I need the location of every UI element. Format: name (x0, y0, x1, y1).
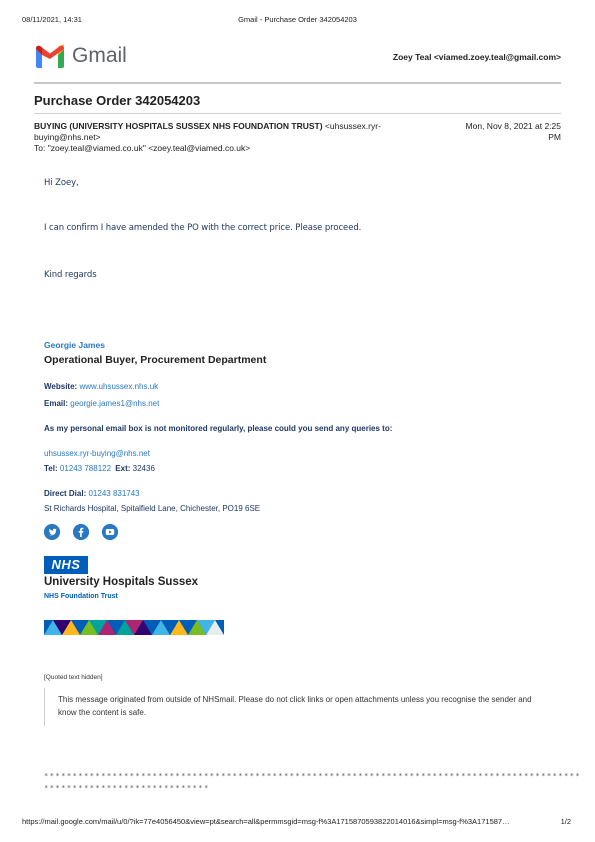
twitter-icon[interactable] (44, 524, 60, 540)
trust-name: NHS Foundation Trust (44, 593, 118, 600)
email-date-line1: Mon, Nov 8, 2021 at 2:25 (465, 121, 561, 131)
signature-address: St Richards Hospital, Spitalfield Lane, Chichester, PO19 6SE (44, 504, 261, 513)
print-page-number: 1/2 (560, 817, 571, 826)
print-url: https://mail.google.com/mail/u/0/?ik=77e4056450&view=pt&search=all&permmsgid=msg-f%3A1715870593822014016&simpl=msg-f%3A171587… (22, 817, 510, 826)
signature-title: Operational Buyer, Procurement Department (44, 354, 267, 366)
signature-email (44, 399, 159, 408)
quoted-text-hidden[interactable]: [Quoted text hidden] (44, 674, 103, 681)
external-disclaimer: This message originated from outside of NHSmail. Please do not click links or open attachments unless you recognise the sender and know the content is safe. (58, 695, 532, 717)
email-date-line2: PM (548, 132, 561, 142)
signature-tel (44, 464, 155, 473)
direct-label: Direct Dial: (44, 489, 87, 498)
colour-band-graphic (44, 620, 224, 640)
sender-address-cont: buying@nhs.net> (34, 132, 101, 142)
sender-name: BUYING (UNIVERSITY HOSPITALS SUSSEX NHS FOUNDATION TRUST) (34, 121, 323, 131)
gmail-logo-icon (34, 44, 66, 68)
sender-address: <uhsussex.ryr- (322, 121, 381, 131)
direct-link[interactable]: 01243 831743 (88, 489, 140, 498)
organisation-name: University Hospitals Sussex (44, 576, 199, 588)
quote-bar (44, 688, 45, 726)
signature-name: Georgie James (44, 340, 105, 350)
email-link[interactable]: georgie.james1@nhs.net (70, 399, 160, 408)
website-link[interactable]: www.uhsussex.nhs.uk (79, 382, 159, 391)
shared-mailbox-link[interactable]: uhsussex.ryr-buying@nhs.net (44, 449, 150, 458)
separator-stars-2: ***************************** (44, 784, 210, 792)
signature-direct-dial (44, 489, 140, 498)
signature-notice: As my personal email box is not monitored regularly, please could you send any queries to: (44, 424, 393, 433)
email-greeting: Hi Zoey, (44, 178, 79, 188)
facebook-icon[interactable] (73, 524, 89, 540)
gmail-logo-text: Gmail (72, 44, 127, 67)
ext-label: Ext: (115, 464, 131, 473)
email-message: I can confirm I have amended the PO with the correct price. Please proceed. (44, 223, 362, 233)
tel-label: Tel: (44, 464, 58, 473)
website-label: Website: (44, 382, 78, 391)
signature-website (44, 382, 158, 391)
separator-stars-1: ********************************************************************************************** (44, 772, 582, 780)
header-divider (34, 82, 561, 84)
email-label: Email: (44, 399, 69, 408)
tel-link[interactable]: 01243 788122 (59, 464, 112, 473)
email-subject: Purchase Order 342054203 (34, 93, 201, 108)
ext-value: 32436 (132, 464, 155, 473)
account-user: Zoey Teal <viamed.zoey.teal@gmail.com> (392, 52, 561, 62)
youtube-icon[interactable] (102, 524, 118, 540)
print-datetime: 08/11/2021, 14:31 (22, 15, 82, 24)
print-page-title: Gmail - Purchase Order 342054203 (238, 15, 357, 24)
nhs-logo: NHS (44, 556, 88, 574)
email-from (34, 121, 442, 143)
email-date (431, 121, 561, 143)
email-closing: Kind regards (44, 270, 97, 280)
email-to: To: "zoey.teal@viamed.co.uk" <zoey.teal@viamed.co.uk> (34, 143, 251, 153)
subject-divider (34, 113, 561, 114)
